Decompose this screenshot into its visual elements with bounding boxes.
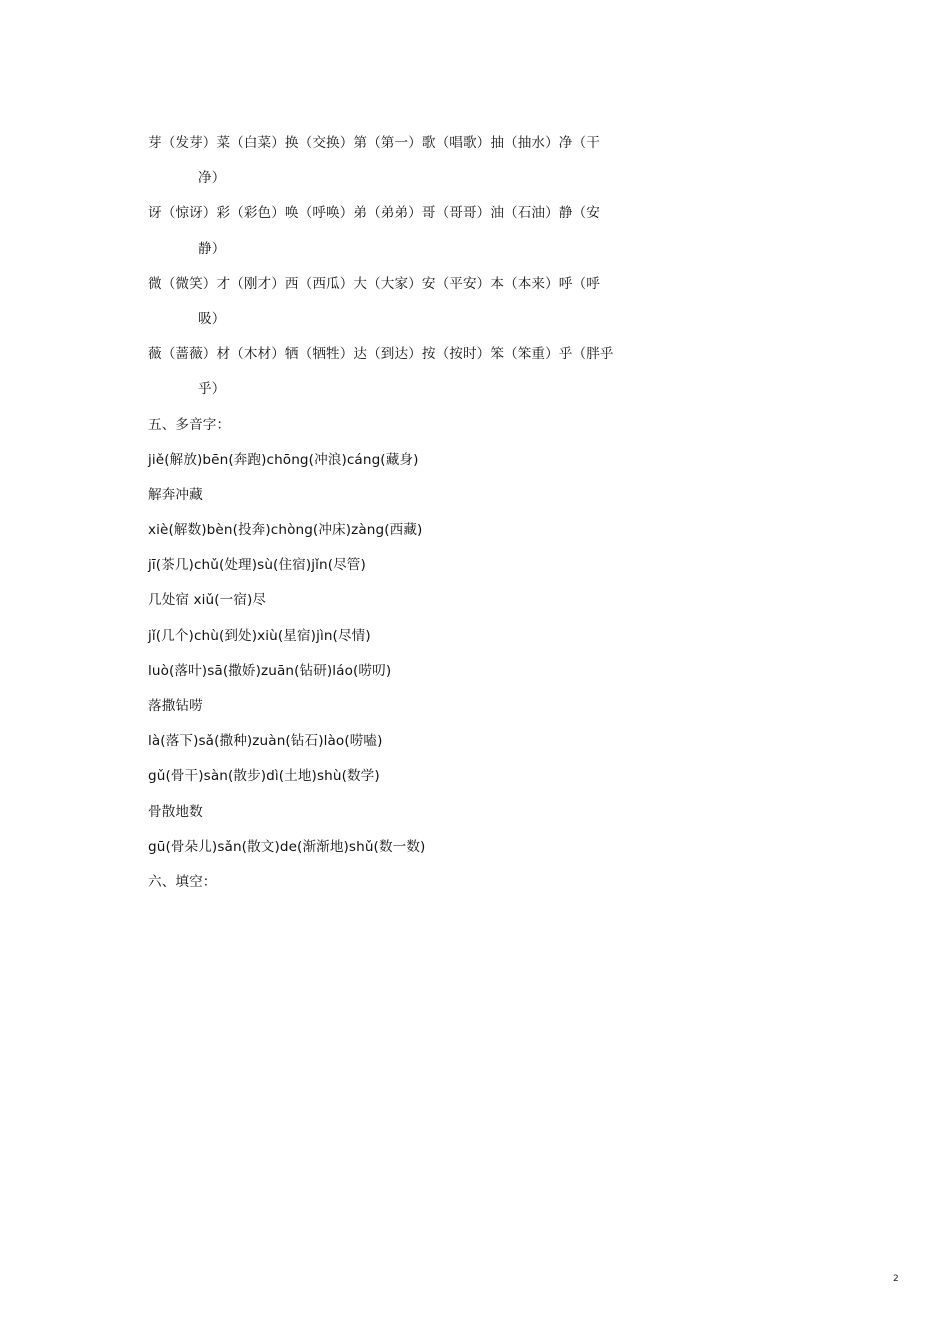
polyphone-line: jī(茶几)chǔ(处理)sù(住宿)jǐn(尽管) — [148, 557, 366, 574]
section-heading-six: 六、填空： — [148, 873, 217, 890]
vocab-line-continuation: 吸） — [198, 310, 226, 327]
polyphone-line: 解奔冲藏 — [148, 486, 203, 503]
vocab-line: 薇（蔷薇）材（木材）牺（牺牲）达（到达）按（按时）笨（笨重）乎（胖乎 — [148, 346, 614, 363]
vocab-line-continuation: 乎） — [198, 381, 226, 398]
polyphone-line: 落撒钻唠 — [148, 698, 203, 714]
polyphone-line: gǔ(骨干)sàn(散步)dì(土地)shù(数学) — [148, 768, 380, 785]
polyphone-line: 几处宿 xiǔ(一宿)尽 — [148, 592, 267, 609]
polyphone-line: jiě(解放)bēn(奔跑)chōng(冲浪)cáng(藏身) — [148, 451, 419, 468]
vocab-line: 微（微笑）才（刚才）西（西瓜）大（大家）安（平安）本（本来）呼（呼 — [148, 275, 600, 292]
polyphone-line: là(落下)sǎ(撒种)zuàn(钻石)lào(唠嗑) — [148, 733, 383, 750]
vocab-line-continuation: 净） — [198, 170, 226, 187]
polyphone-line: gū(骨朵儿)sǎn(散文)de(渐渐地)shǔ(数一数) — [148, 838, 426, 855]
vocab-line-continuation: 静） — [198, 240, 226, 257]
polyphone-line: luò(落叶)sā(撒娇)zuān(钻研)láo(唠叨) — [148, 662, 392, 679]
section-heading-five: 五、多音字： — [148, 416, 231, 433]
page-number: 2 — [893, 1274, 899, 1284]
polyphone-line: xiè(解数)bèn(投奔)chòng(冲床)zàng(西藏) — [148, 522, 423, 539]
vocab-line: 芽（发芽）菜（白菜）换（交换）第（第一）歌（唱歌）抽（抽水）净（干 — [148, 135, 600, 151]
polyphone-line: jǐ(几个)chù(到处)xiù(星宿)jìn(尽情) — [148, 627, 371, 644]
vocab-line: 讶（惊讶）彩（彩色）唤（呼唤）弟（弟弟）哥（哥哥）油（石油）静（安 — [148, 205, 600, 222]
page-content — [148, 126, 628, 900]
polyphone-line: 骨散地数 — [148, 803, 203, 820]
